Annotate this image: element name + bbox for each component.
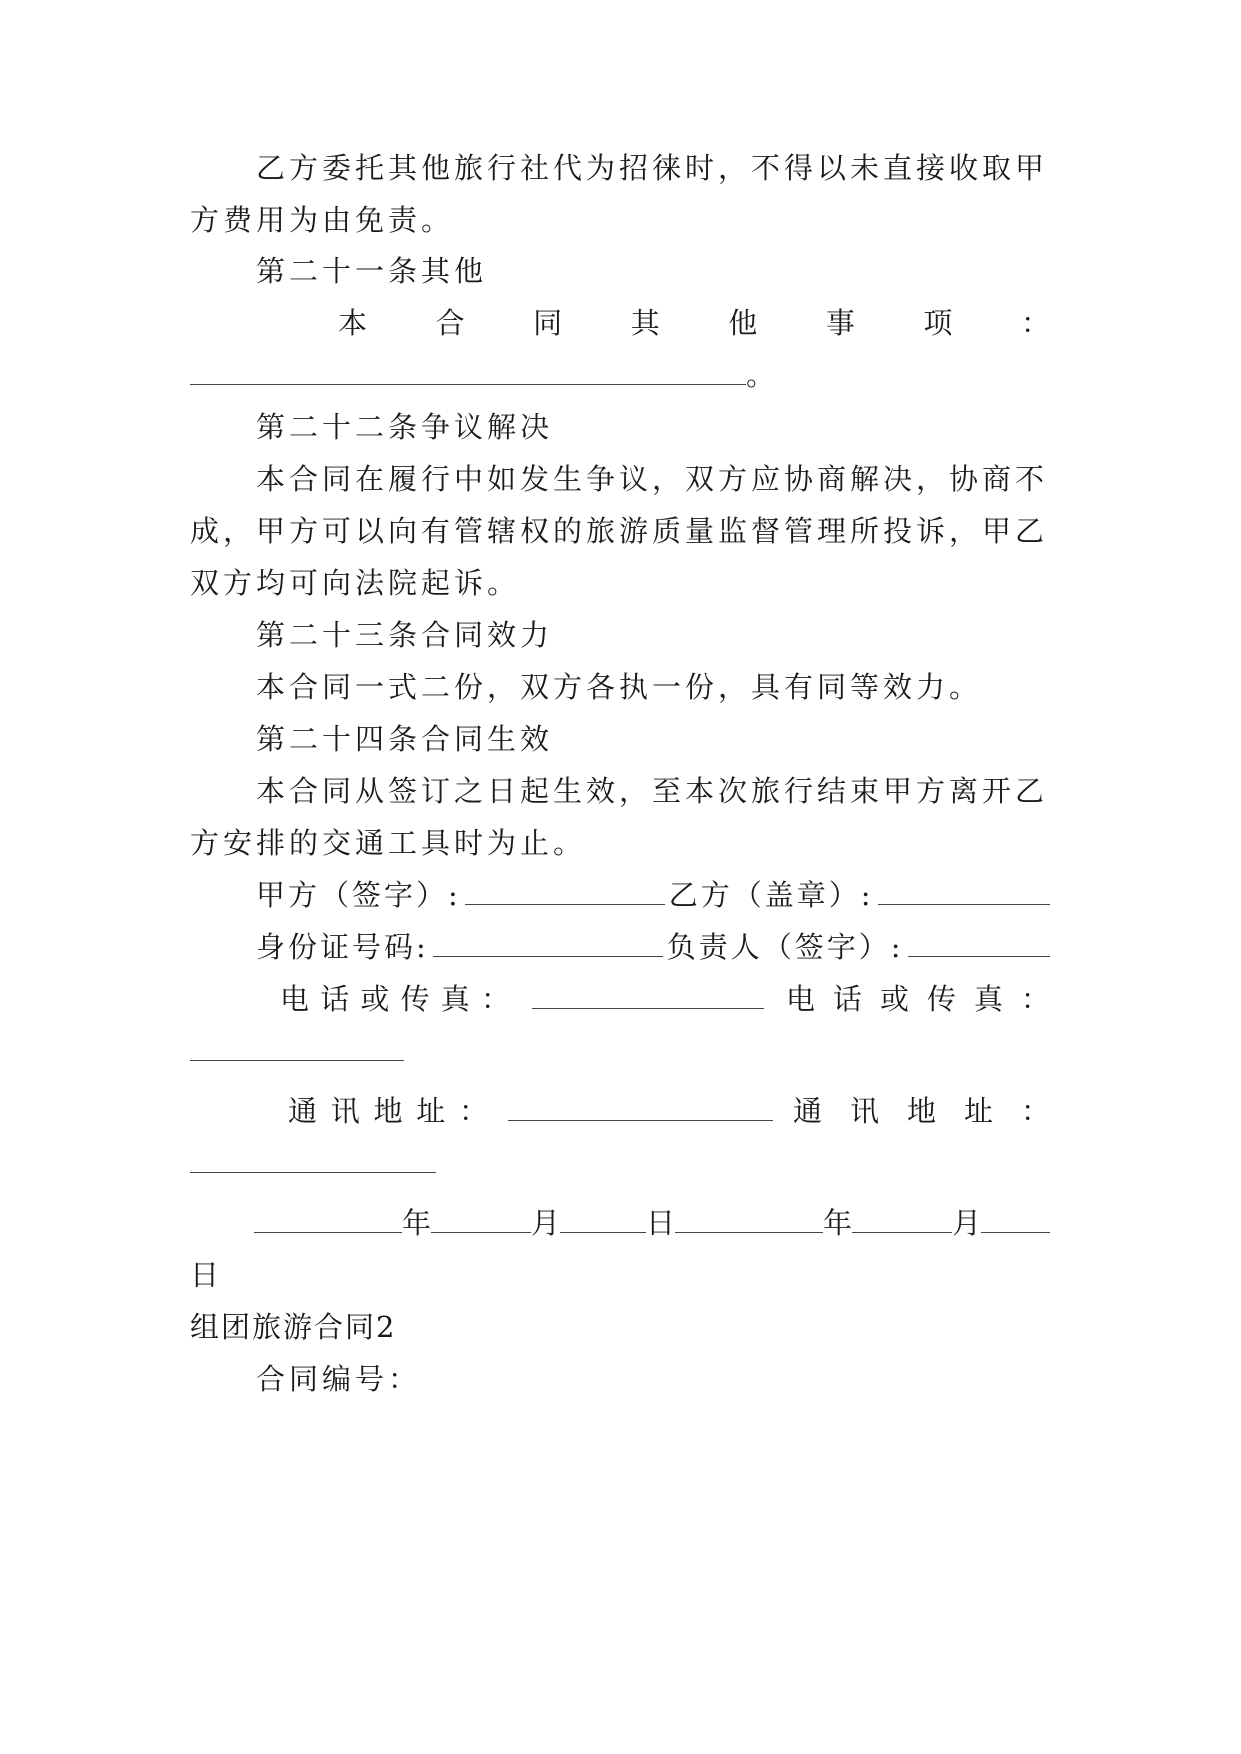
spread-char: 电	[280, 982, 310, 1016]
spread-char: 本	[338, 306, 368, 340]
spread-char: 通	[288, 1094, 318, 1128]
paragraph-line: 成，甲方可以向有管辖权的旅游质量监督管理所投诉，甲乙	[190, 514, 1049, 548]
paragraph-line: 乙方委托其他旅行社代为招徕时，不得以未直接收取甲	[256, 151, 1049, 185]
phone-row	[190, 979, 1050, 1019]
spread-char: 真	[440, 982, 470, 1016]
month-label: 月	[952, 1206, 982, 1240]
spread-char: 电	[786, 982, 816, 1016]
period: 。	[746, 358, 780, 392]
other-matters-blank-line	[190, 355, 1050, 395]
spread-char: 其	[630, 306, 660, 340]
phone-continuation	[190, 1031, 1050, 1071]
spread-char: 或	[879, 982, 909, 1016]
day-label: 日	[646, 1206, 676, 1240]
address-label-b	[793, 1091, 1050, 1131]
party-b-month-blank[interactable]	[852, 1206, 952, 1233]
spread-char: 地	[373, 1094, 403, 1128]
spread-char: 项	[923, 306, 953, 340]
spread-char: 址	[963, 1094, 993, 1128]
address-row	[190, 1091, 1050, 1131]
paragraph-line: 本合同在履行中如发生争议，双方应协商解决，协商不	[256, 462, 1049, 496]
spread-char: 话	[320, 982, 350, 1016]
spread-char: 讯	[330, 1094, 360, 1128]
spread-char: ：	[1020, 1094, 1050, 1128]
spread-char: 址	[416, 1094, 446, 1128]
party-b-seal-label: 乙方（盖章）:	[668, 878, 874, 912]
year-label: 年	[402, 1206, 432, 1240]
spread-char: 或	[360, 982, 390, 1016]
party-b-year-blank[interactable]	[675, 1206, 823, 1233]
paragraph-line: 双方均可向法院起诉。	[190, 566, 521, 600]
contract-number-label: 合同编号：	[256, 1362, 422, 1396]
party-a-sign-blank[interactable]	[465, 878, 665, 905]
date-row	[190, 1203, 1050, 1243]
article-heading: 第二十三条合同效力	[256, 618, 554, 652]
spread-char: 真	[973, 982, 1003, 1016]
paragraph-line: 方费用为由免责。	[190, 203, 455, 237]
party-a-address-blank[interactable]	[508, 1094, 773, 1121]
party-b-day-blank[interactable]	[981, 1206, 1050, 1233]
spread-char: 合	[435, 306, 465, 340]
section-title: 组团旅游合同2	[190, 1310, 397, 1344]
spread-char: 通	[793, 1094, 823, 1128]
spread-char: 事	[825, 306, 855, 340]
month-label: 月	[531, 1206, 561, 1240]
party-a-sign-label: 甲方（签字）:	[256, 878, 461, 912]
spread-char: 他	[728, 306, 758, 340]
day-continuation: 日	[190, 1258, 224, 1292]
paragraph-line: 本合同一式二份，双方各执一份，具有同等效力。	[256, 670, 983, 704]
signature-row	[190, 875, 1050, 915]
id-row	[190, 927, 1050, 967]
phone-label-a	[280, 979, 510, 1019]
paragraph-line: 本合同从签订之日起生效，至本次旅行结束甲方离开乙	[256, 774, 1049, 808]
address-label-a	[288, 1091, 488, 1131]
spread-char: 传	[400, 982, 430, 1016]
article-heading: 第二十四条合同生效	[256, 722, 554, 756]
party-b-address-blank[interactable]	[190, 1146, 436, 1173]
person-sign-label: 负责人（签字）:	[666, 930, 904, 964]
party-a-month-blank[interactable]	[431, 1206, 531, 1233]
address-continuation	[190, 1143, 1050, 1183]
party-a-phone-blank[interactable]	[532, 982, 764, 1009]
party-b-phone-blank[interactable]	[190, 1034, 404, 1061]
spread-char: ：	[458, 1094, 488, 1128]
fill-blank[interactable]	[190, 358, 746, 385]
spread-char: 地	[906, 1094, 936, 1128]
party-b-seal-blank[interactable]	[878, 878, 1050, 905]
phone-label-b	[786, 979, 1050, 1019]
article-heading: 第二十二条争议解决	[256, 410, 554, 444]
party-a-year-blank[interactable]	[254, 1206, 402, 1233]
spread-char: 同	[533, 306, 563, 340]
spread-char: ：	[1020, 306, 1050, 340]
spread-char: 话	[832, 982, 862, 1016]
spread-char: ：	[1020, 982, 1050, 1016]
spread-char: 传	[926, 982, 956, 1016]
other-matters-line	[190, 303, 1050, 343]
party-a-day-blank[interactable]	[560, 1206, 646, 1233]
id-number-blank[interactable]	[433, 930, 663, 957]
spread-char: ：	[480, 982, 510, 1016]
spread-char: 讯	[849, 1094, 879, 1128]
year-label: 年	[823, 1206, 853, 1240]
paragraph-line: 方安排的交通工具时为止。	[190, 826, 587, 860]
person-sign-blank[interactable]	[908, 930, 1050, 957]
article-heading: 第二十一条其他	[256, 254, 488, 288]
id-number-label: 身份证号码:	[256, 930, 429, 964]
